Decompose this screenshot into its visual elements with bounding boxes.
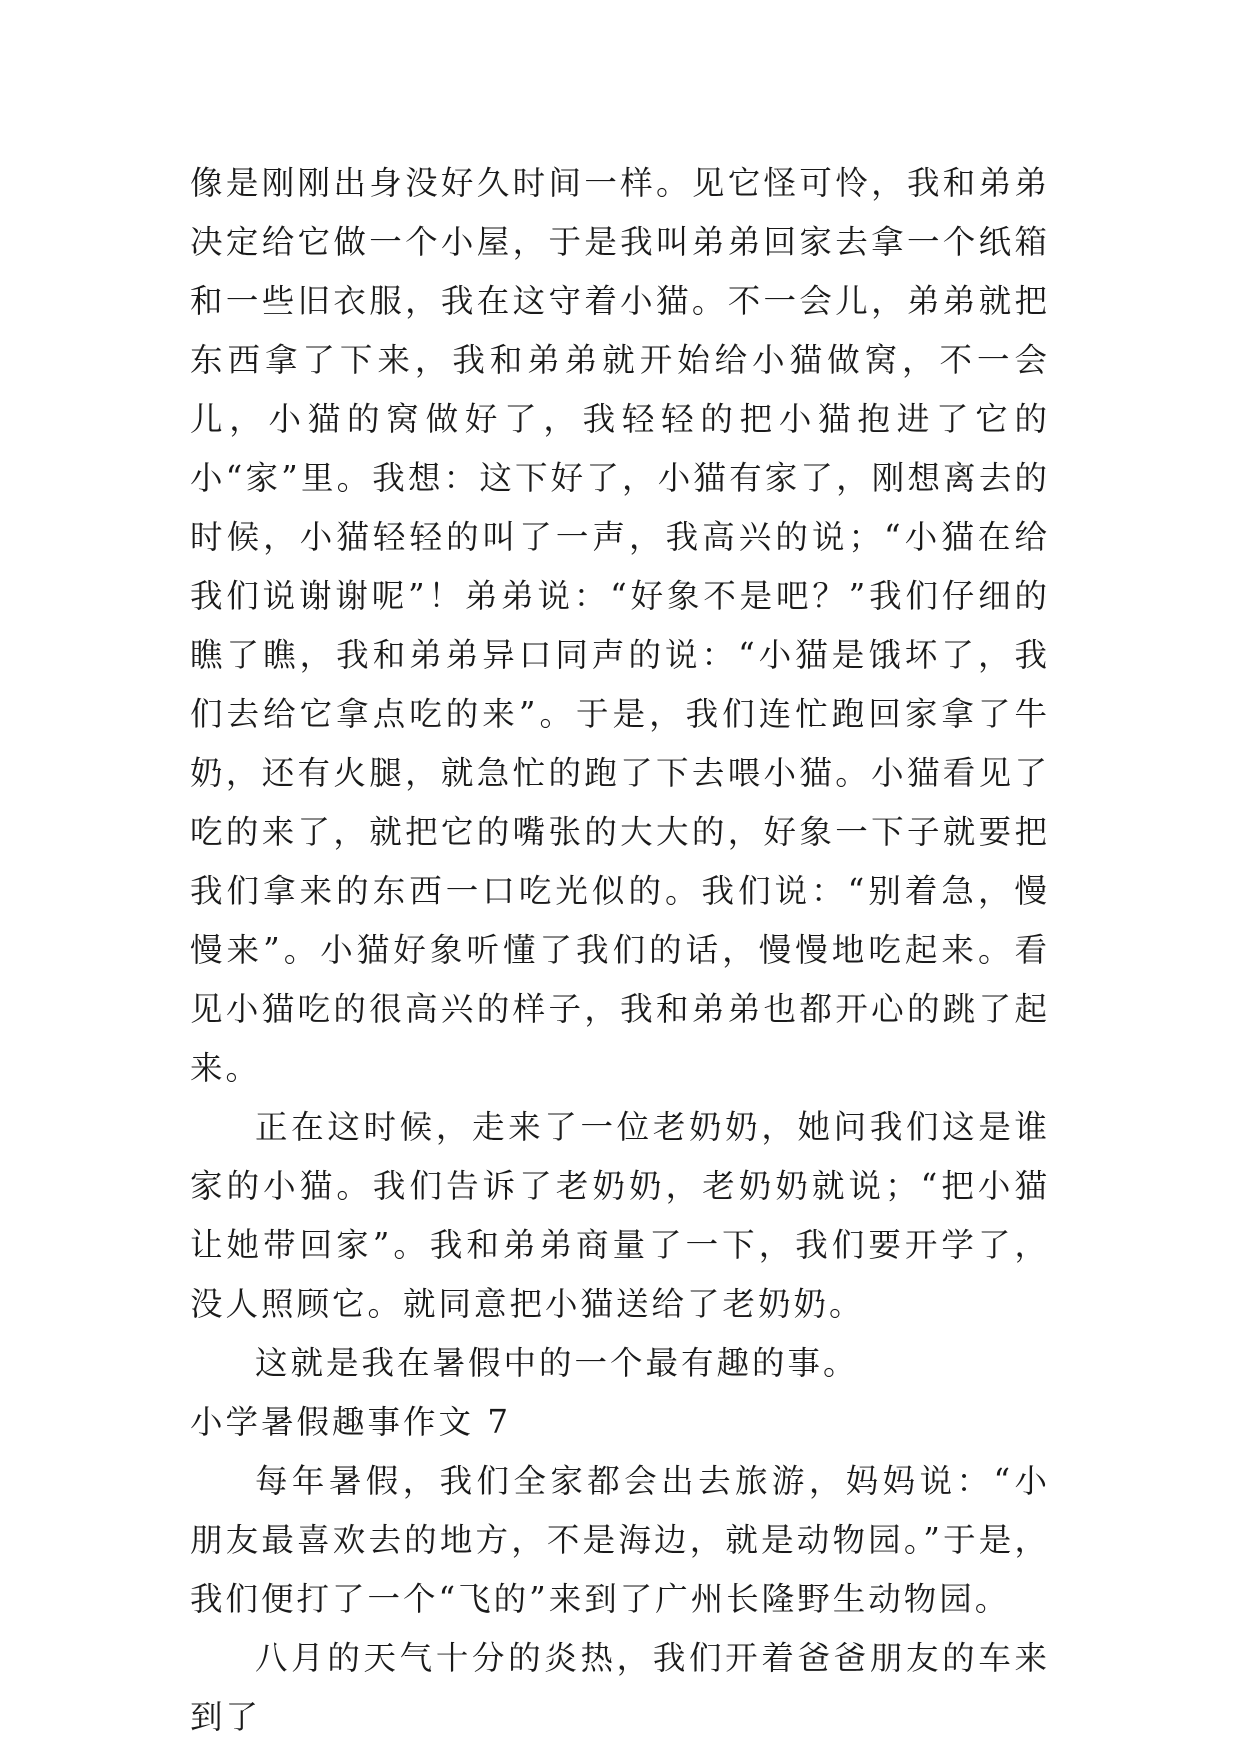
- paragraph-grandma: 正在这时候，走来了一位老奶奶，她问我们这是谁家的小猫。我们告诉了老奶奶，老奶奶就说；“把小猫让她带回家”。我和弟弟商量了一下，我们要开学了，没人照顾它。就同意把小猫送给了老奶奶。: [190, 1108, 1050, 1323]
- paragraph-zoo-intro: 每年暑假，我们全家都会出去旅游，妈妈说：“小朋友最喜欢去的地方，不是海边，就是动物园。”于是，我们便打了一个“飞的”来到了广州长隆野生动物园。: [190, 1462, 1050, 1618]
- section-heading: 小学暑假趣事作文 7: [190, 1403, 512, 1441]
- paragraph-cat-story: 像是刚刚出身没好久时间一样。见它怪可怜，我和弟弟决定给它做一个小屋，于是我叫弟弟回家去拿一个纸箱和一些旧衣服，我在这守着小猫。不一会儿，弟弟就把东西拿了下来，我和弟弟就开始给小猫做窝，不一会儿，小猫的窝做好了，我轻轻的把小猫抱进了它的小“家”里。我想：这下好了，小猫有家了，刚想离去的时候，小猫轻轻的叫了一声，我高兴的说；“小猫在给我们说谢谢呢”！弟弟说：“好象不是吧？”我们仔细的瞧了瞧，我和弟弟异口同声的说：“小猫是饿坏了，我们去给它拿点吃的来”。于是，我们连忙跑回家拿了牛奶，还有火腿，就急忙的跑了下去喂小猫。小猫看见了吃的来了，就把它的嘴张的大大的，好象一下子就要把我们拿来的东西一口吃光似的。我们说：“别着急，慢慢来”。小猫好象听懂了我们的话，慢慢地吃起来。看见小猫吃的很高兴的样子，我和弟弟也都开心的跳了起来。: [190, 164, 1050, 1087]
- document-body: [190, 154, 1050, 1747]
- paragraph-conclusion: 这就是我在暑假中的一个最有趣的事。: [255, 1344, 859, 1382]
- paragraph-zoo-weather: 八月的天气十分的炎热，我们开着爸爸朋友的车来到了: [190, 1639, 1050, 1736]
